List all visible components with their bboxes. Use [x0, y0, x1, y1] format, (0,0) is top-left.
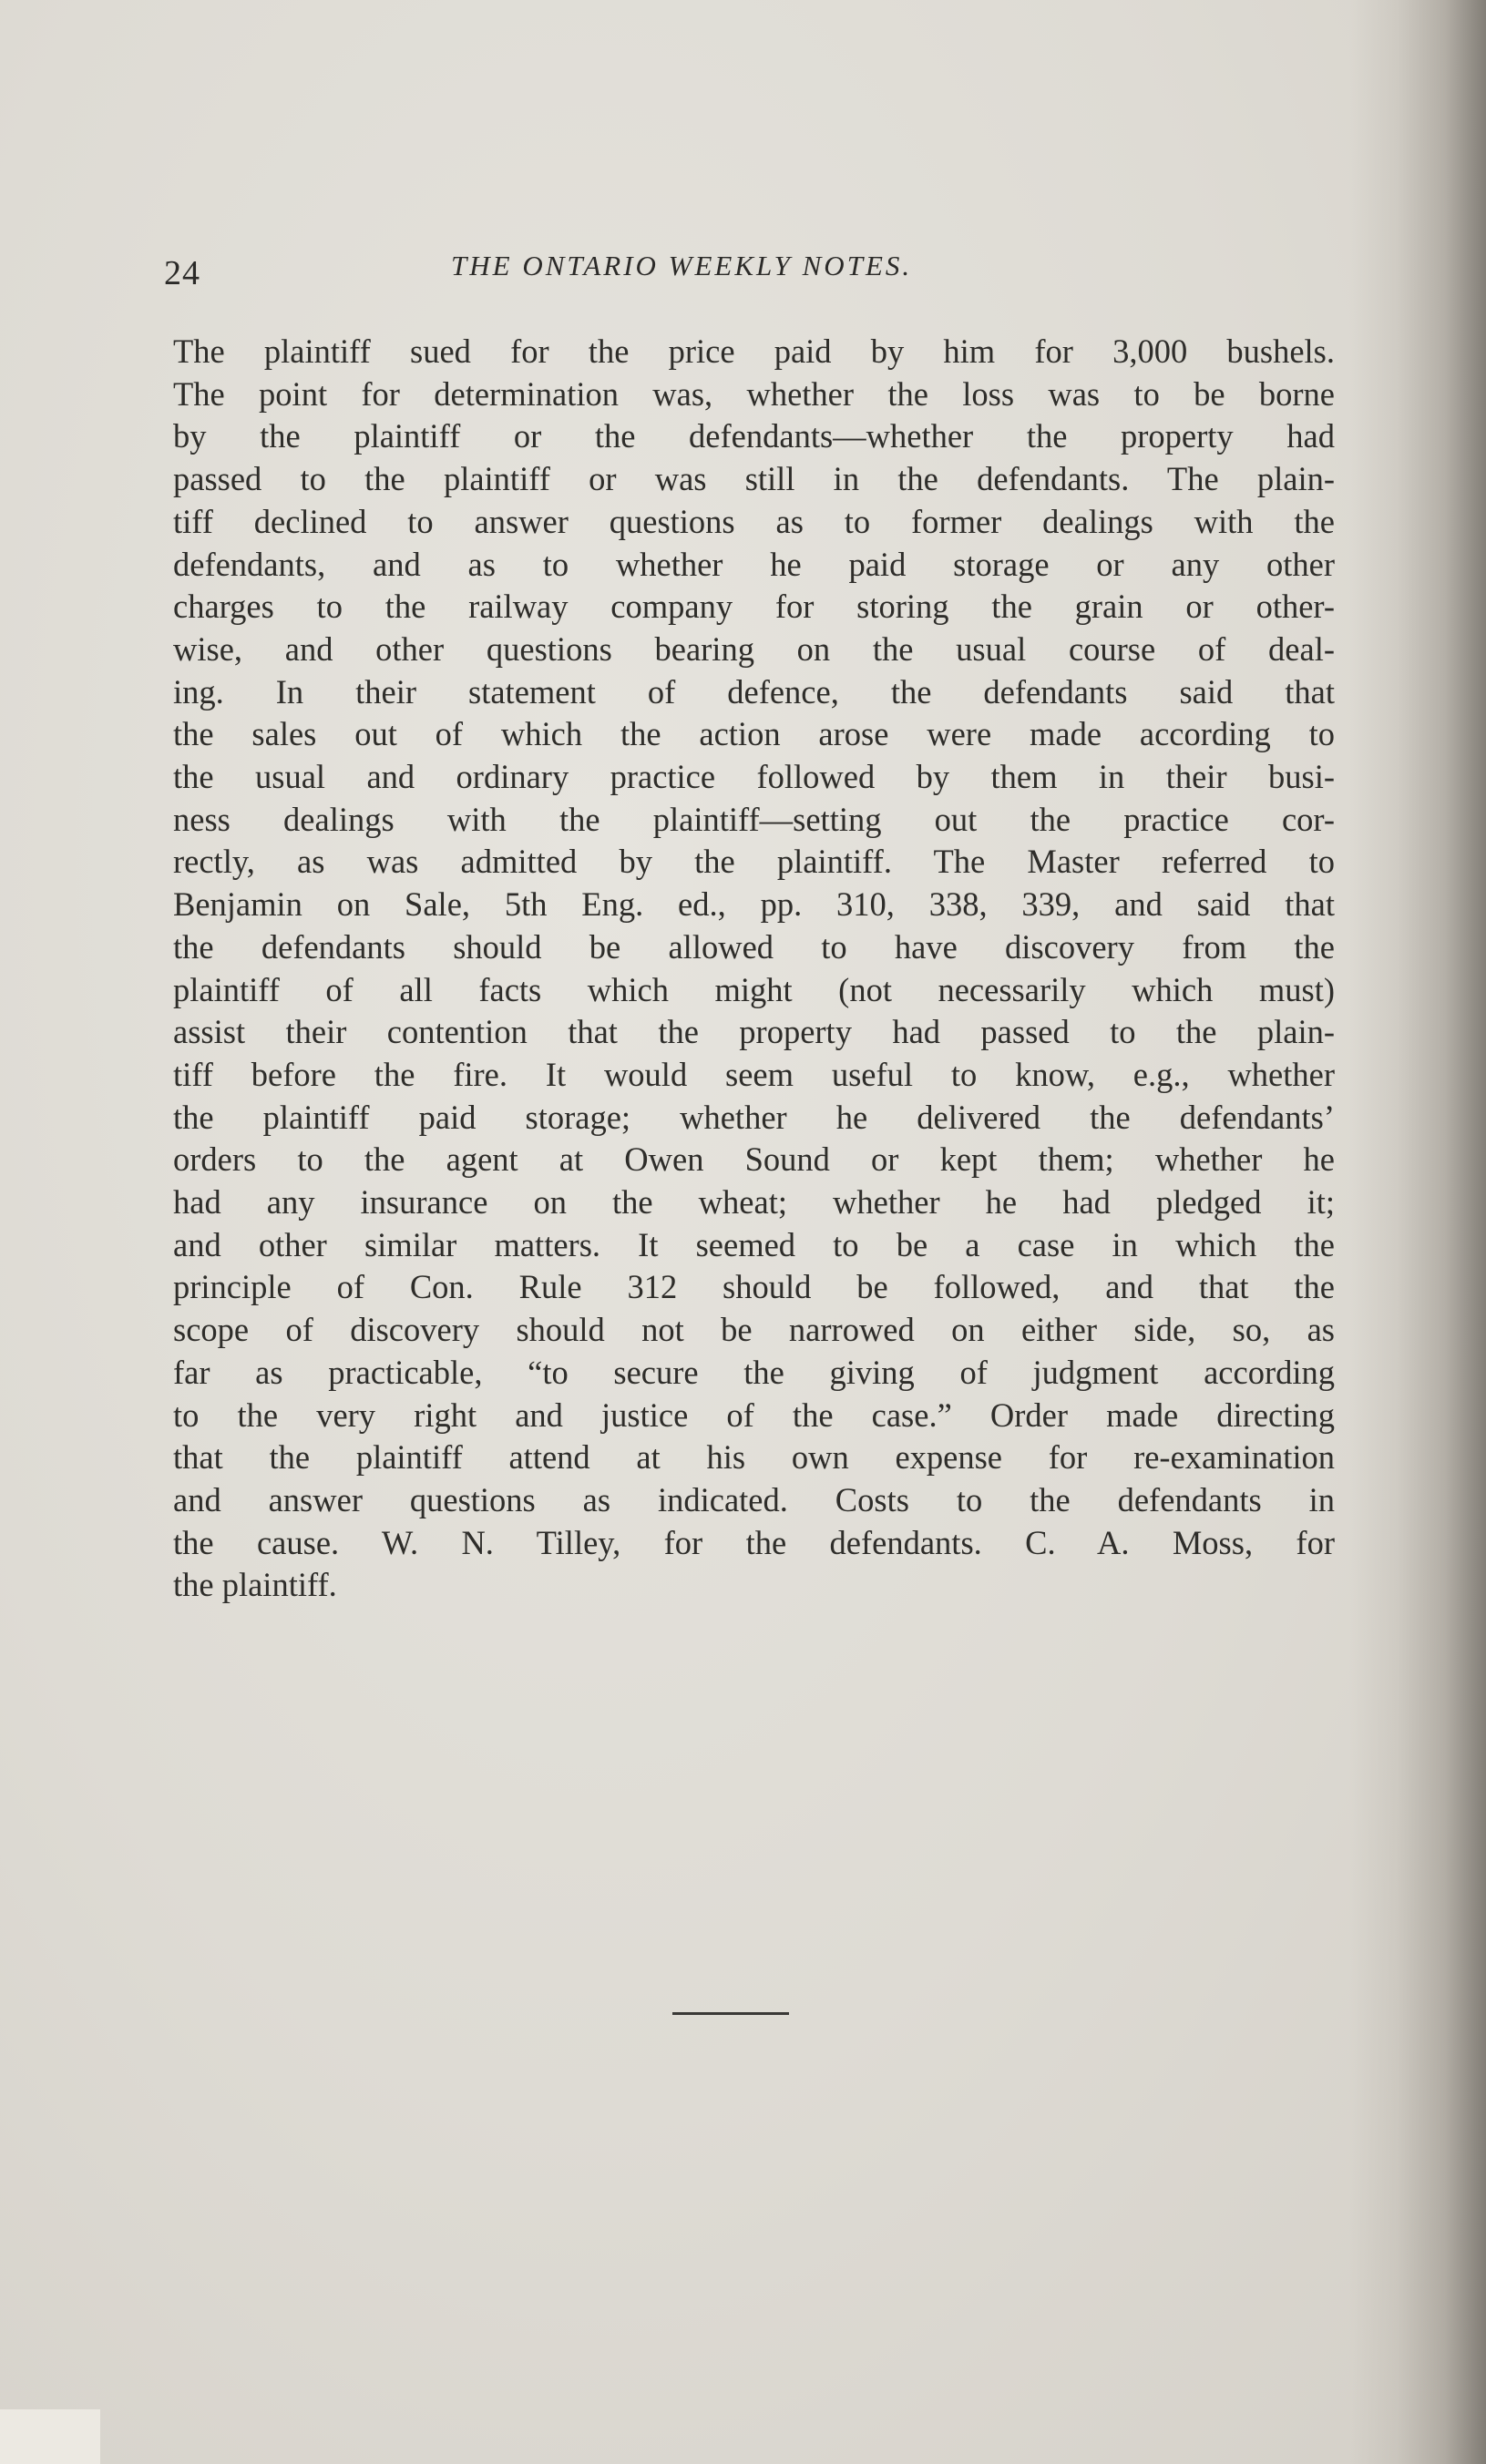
journal-title: THE ONTARIO WEEKLY NOTES.	[451, 250, 913, 281]
text-line: The plaintiff sued for the price paid by him for 3,000 bushels.	[173, 332, 1335, 370]
text-line: ing. In their statement of defence, the defendants said that	[173, 672, 1335, 711]
text-line: by the plaintiff or the defendants—whether the property had	[173, 417, 1335, 455]
section-divider	[672, 2012, 789, 2015]
text-line: the usual and ordinary practice followed by them in their busi-	[173, 758, 1335, 796]
paragraph	[173, 331, 1335, 1607]
text-line: tiff before the fire. It would seem useful to know, e.g., whether	[173, 1055, 1335, 1093]
text-line: and answer questions as indicated. Costs to the defendants in	[173, 1480, 1335, 1518]
text-line: ness dealings with the plaintiff—setting out the practice cor-	[173, 800, 1335, 838]
text-line: the defendants should be allowed to have discovery from the	[173, 927, 1335, 966]
text-line: tiff declined to answer questions as to former dealings with the	[173, 502, 1335, 540]
body-text	[173, 331, 1335, 1607]
text-line: defendants, and as to whether he paid storage or any other	[173, 545, 1335, 583]
page-edge-shadow	[1349, 0, 1486, 2464]
text-line: charges to the railway company for storing the grain or other-	[173, 588, 1335, 626]
text-line: assist their contention that the property had passed to the plain-	[173, 1013, 1335, 1051]
text-line: Benjamin on Sale, 5th Eng. ed., pp. 310, 338, 339, and said that	[173, 885, 1335, 924]
text-line: the cause. W. N. Tilley, for the defendants. C. A. Moss, for	[173, 1523, 1335, 1561]
text-line: the sales out of which the action arose were made according to	[173, 715, 1335, 753]
text-line: principle of Con. Rule 312 should be followed, and that the	[173, 1268, 1335, 1306]
text-line: to the very right and justice of the case.” Order made directing	[173, 1396, 1335, 1434]
text-line: far as practicable, “to secure the giving of judgment according	[173, 1353, 1335, 1391]
text-line: had any insurance on the wheat; whether he had pledged it;	[173, 1183, 1335, 1222]
text-line: passed to the plaintiff or was still in the defendants. The plain-	[173, 460, 1335, 498]
text-line: the plaintiff paid storage; whether he delivered the defendants’	[173, 1098, 1335, 1136]
page-number: 24	[164, 254, 200, 292]
text-line: plaintiff of all facts which might (not necessarily which must)	[173, 970, 1335, 1008]
running-header	[164, 246, 1075, 291]
text-line: the plaintiff.	[173, 1566, 337, 1604]
text-line: rectly, as was admitted by the plaintiff. The Master referred to	[173, 843, 1335, 881]
text-line: and other similar matters. It seemed to be a case in which the	[173, 1225, 1335, 1263]
page-corner	[0, 2409, 100, 2464]
text-line: wise, and other questions bearing on the usual course of deal-	[173, 629, 1335, 668]
text-line: The point for determination was, whether the loss was to be borne	[173, 374, 1335, 413]
text-line: orders to the agent at Owen Sound or kept them; whether he	[173, 1140, 1335, 1179]
text-line: that the plaintiff attend at his own expense for re-examination	[173, 1438, 1335, 1477]
text-line: scope of discovery should not be narrowed on either side, so, as	[173, 1311, 1335, 1349]
